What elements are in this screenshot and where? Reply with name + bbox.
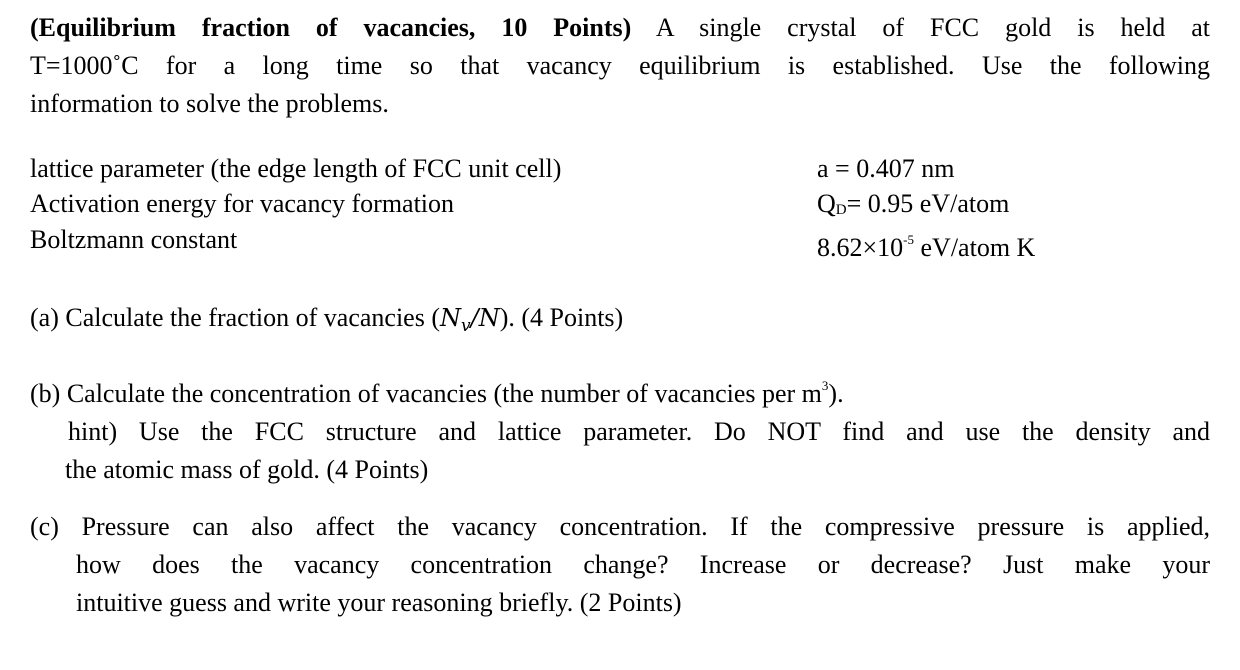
given-label: lattice parameter (the edge length of FCC unit cell) bbox=[30, 154, 562, 183]
value-superscript: -5 bbox=[903, 232, 915, 247]
question-c bbox=[30, 508, 1210, 622]
intro-line-1 bbox=[30, 9, 1210, 47]
question-b-hint-line-2: the atomic mass of gold. (4 Points) bbox=[65, 455, 429, 484]
intro-line-3: information to solve the problems. bbox=[30, 89, 389, 118]
question-a-suffix: ). (4 Points) bbox=[499, 303, 624, 332]
given-value bbox=[817, 221, 1035, 267]
fraction-formula bbox=[440, 304, 500, 336]
given-row-lattice bbox=[30, 150, 1210, 188]
value-rest: = 0.95 eV/atom bbox=[846, 189, 1010, 218]
question-b bbox=[30, 367, 1210, 489]
intro-line-2: T=1000˚C for a long time so that vacancy equilibrium is established. Use the following bbox=[30, 51, 1210, 80]
math-rest: /N bbox=[470, 304, 500, 332]
value-rest: eV/atom K bbox=[914, 233, 1036, 262]
intro-paragraph bbox=[30, 9, 1210, 123]
question-b-line-1 bbox=[30, 367, 1210, 413]
given-row-activation-energy bbox=[30, 185, 1210, 223]
question-b-line-1-end: ). bbox=[828, 379, 844, 408]
question-c-line-3: intuitive guess and write your reasoning briefly. (2 Points) bbox=[76, 588, 682, 617]
question-b-hint-line-1: hint) Use the FCC structure and lattice parameter. Do NOT find and use the density and bbox=[68, 417, 1210, 446]
superscript: 3 bbox=[821, 378, 829, 393]
problem-title: (Equilibrium fraction of vacancies, 10 Points) bbox=[30, 13, 632, 42]
value-prefix: Q bbox=[817, 189, 836, 218]
question-b-line-1-text: (b) Calculate the concentration of vacancies (the number of vacancies per m bbox=[30, 379, 822, 408]
given-label: Activation energy for vacancy formation bbox=[30, 189, 455, 218]
question-a-prefix: (a) Calculate the fraction of vacancies ( bbox=[30, 303, 440, 332]
intro-line-1-rest: A single crystal of FCC gold is held at bbox=[655, 13, 1211, 42]
question-c-line-1: (c) Pressure can also affect the vacancy concentration. If the compressive pressure is applied, bbox=[30, 512, 1210, 541]
question-c-line-2: how does the vacancy concentration change? Increase or decrease? Just make your bbox=[76, 550, 1210, 579]
value-subscript: D bbox=[835, 202, 847, 218]
value-prefix: 8.62×10 bbox=[817, 233, 904, 262]
question-a bbox=[30, 299, 1210, 345]
math-n: N bbox=[440, 304, 461, 332]
math-subscript: v bbox=[461, 316, 471, 336]
given-value: a = 0.407 nm bbox=[817, 154, 955, 183]
given-label: Boltzmann constant bbox=[30, 225, 238, 254]
given-row-boltzmann bbox=[30, 221, 1210, 262]
